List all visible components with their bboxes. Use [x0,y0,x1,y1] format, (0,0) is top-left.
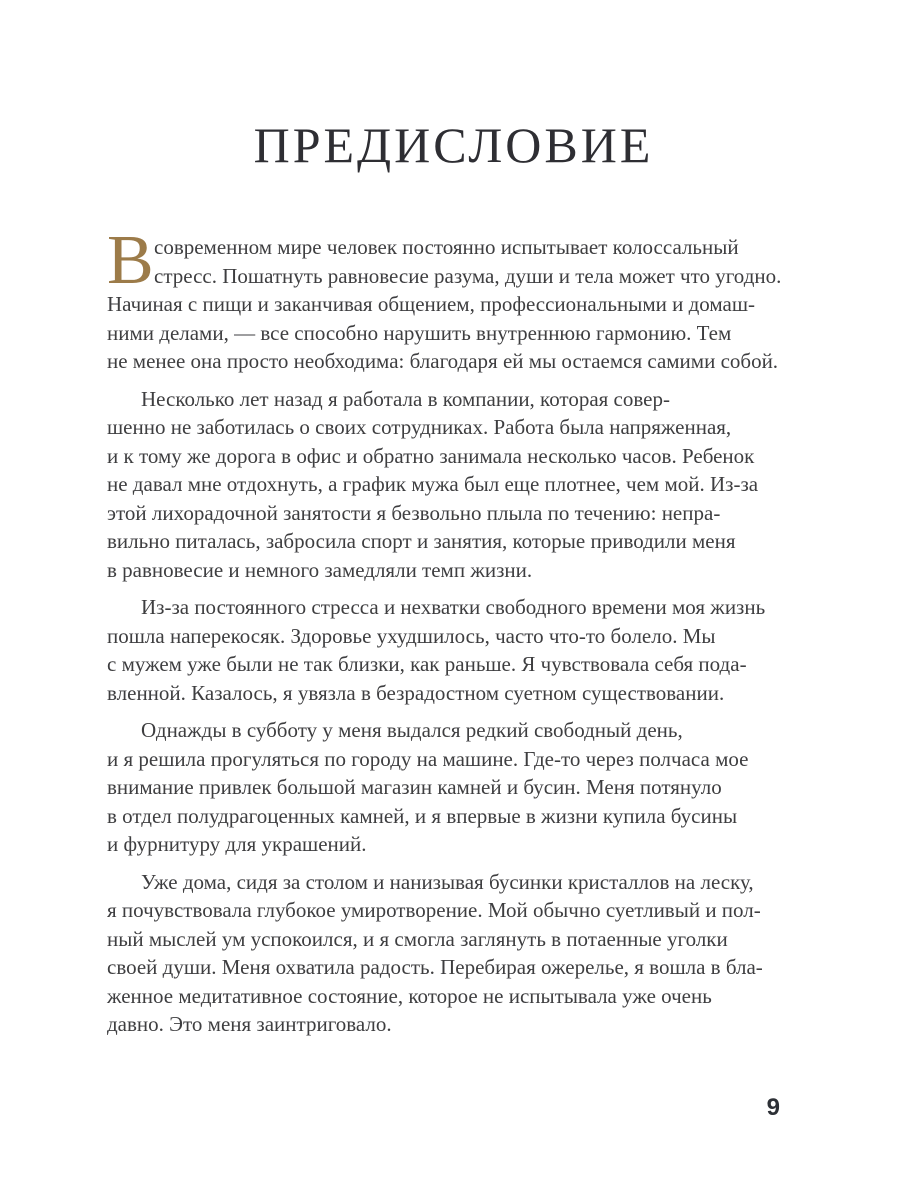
paragraph-2 [107,385,807,585]
text-line: своей души. Меня охватила радость. Перебирая ожерелье, я вошла в бла- [107,955,763,979]
text-line: и к тому же дорога в офис и обратно занимала несколько часов. Ребенок [107,443,755,468]
page-title: ПРЕДИСЛОВИЕ [253,117,654,173]
text-line: современном мире человек постоянно испытывает колоссальный [154,235,739,259]
paragraph-4 [107,716,807,859]
paragraph-1 [107,222,807,376]
text-line: не давал мне отдохнуть, а график мужа был еще плотнее, чем мой. Из-за [107,472,759,496]
text-line: Начиная с пищи и заканчивая общением, профессиональными и домаш- [107,292,755,316]
text-line: шенно не заботилась о своих сотрудниках. Работа была напряженная, [107,415,732,439]
paragraph-3 [107,593,807,707]
text-line: стресс. Пошатнуть равновесие разума, души и тела может что угодно. [154,263,782,288]
text-line: Несколько лет назад я работала в компании, которая совер- [141,386,670,411]
text-line: Из-за постоянного стресса и нехватки свободного времени моя жизнь [141,595,766,619]
preface-text-block [107,222,807,1048]
text-line: пошла наперекосяк. Здоровье ухудшилось, часто что-то болело. Мы [107,623,716,648]
text-line: я почувствовала глубокое умиротворение. Мой обычно суетливый и пол- [107,898,761,922]
paragraph-5 [107,868,807,1039]
text-line: ними делами, — все способно нарушить внутреннюю гармонию. Тем [107,320,732,345]
text-line: и фурнитуру для украшений. [107,832,367,856]
text-line: в отдел полудрагоценных камней, и я впервые в жизни купила бусины [107,803,738,828]
text-line: этой лихорадочной занятости я безвольно плыла по течению: непра- [107,500,721,525]
text-line: вленной. Казалось, я увязла в безрадостном суетном существовании. [107,680,725,705]
text-line: Уже дома, сидя за столом и нанизывая бусинки кристаллов на леску, [141,869,754,894]
text-line: и я решила прогуляться по городу на машине. Где-то через полчаса мое [107,746,749,771]
text-line: с мужем уже были не так близки, как раньше. Я чувствовала себя пода- [107,652,747,676]
text-line: в равновесие и немного замедляли темп жизни. [107,557,533,582]
text-line: женное медитативное состояние, которое не испытывала уже очень [107,983,712,1008]
text-line: внимание привлек большой магазин камней и бусин. Меня потянуло [107,775,722,799]
text-line: не менее она просто необходима: благодаря ей мы остаемся самими собой. [107,349,779,373]
text-line: ный мыслей ум успокоился, и я смогла заглянуть в потаенные уголки [107,926,728,951]
text-line: вильно питалась, забросила спорт и занятия, которые приводили меня [107,529,736,553]
drop-cap-letter: В [107,222,154,299]
text-line: давно. Это меня заинтриговало. [107,1012,392,1036]
page-number: 9 [766,1094,780,1121]
text-line: Однажды в субботу у меня выдался редкий свободный день, [141,718,683,742]
